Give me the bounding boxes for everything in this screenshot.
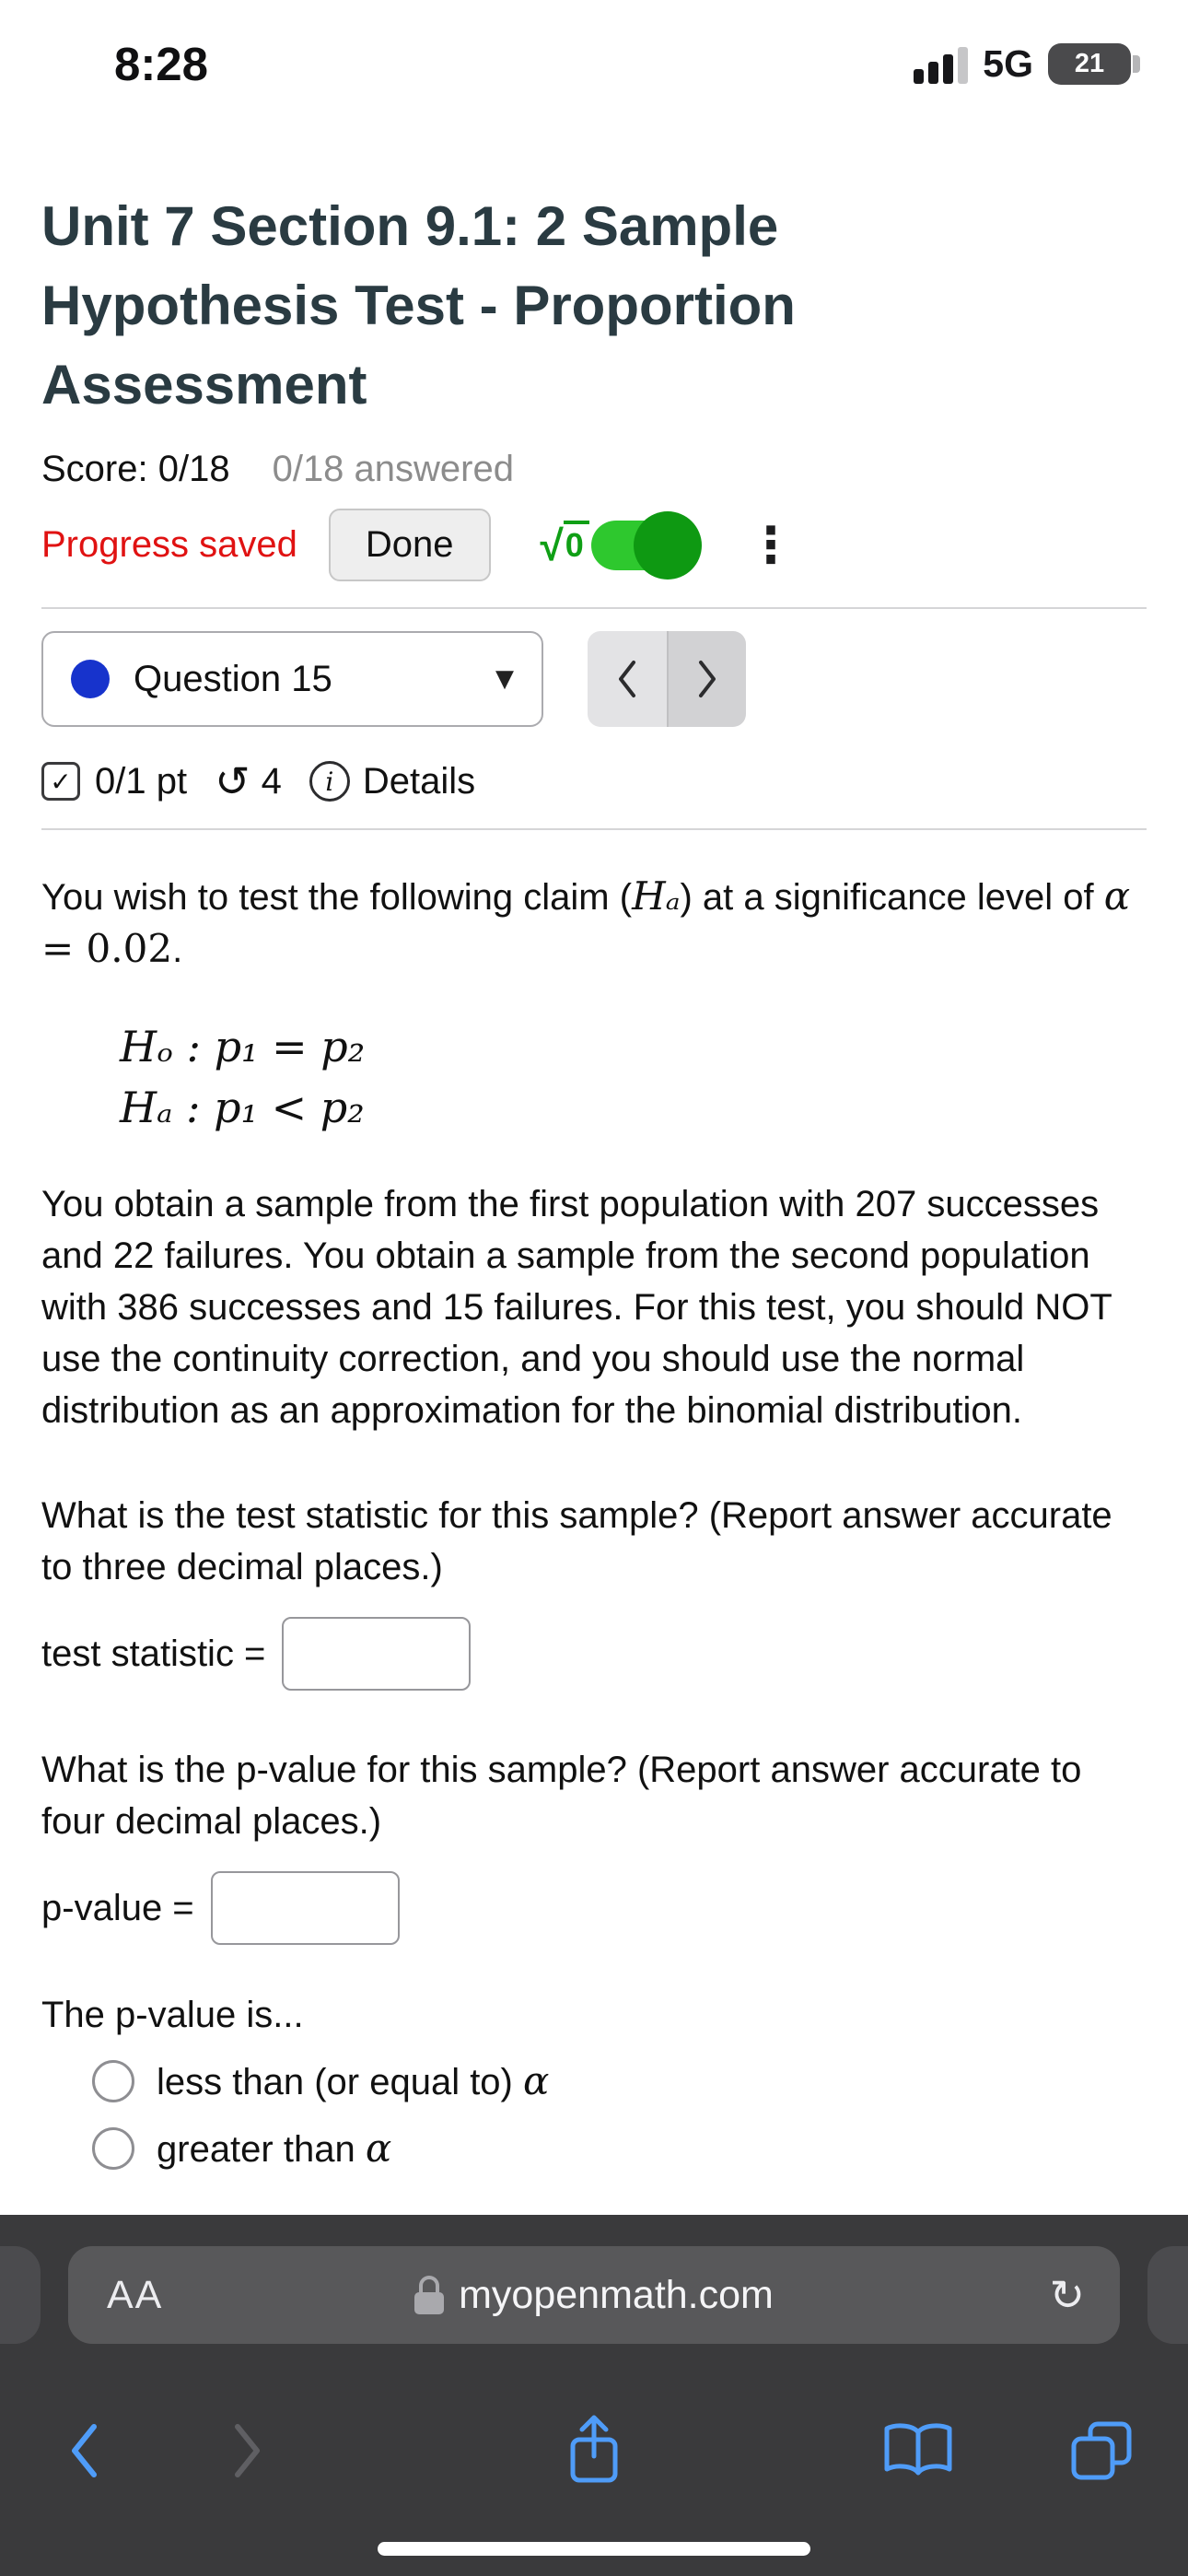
network-type-label: 5G [983, 42, 1033, 85]
problem-intro [41, 871, 1147, 976]
score-label: Score: 0/18 [41, 449, 230, 489]
divider-top [41, 607, 1147, 609]
chevron-left-icon [615, 659, 639, 699]
p-value-answer-row [41, 1871, 1147, 1945]
battery-percent: 21 [1074, 49, 1105, 78]
done-button[interactable]: Done [329, 509, 491, 581]
share-icon [564, 2412, 624, 2489]
url-center [68, 2273, 1120, 2318]
intro-text-mid: ) at a significance level of [680, 877, 1104, 918]
option-less-than-row[interactable] [92, 2058, 1147, 2103]
page-title-line2: Hypothesis Test - Proportion [41, 275, 796, 336]
test-statistic-label: test statistic = [41, 1633, 266, 1674]
forward-button[interactable] [219, 2405, 274, 2497]
book-icon [879, 2420, 957, 2481]
answered-label: 0/18 answered [272, 449, 514, 489]
question-status-dot [71, 660, 110, 698]
math-entry-toggle[interactable] [591, 521, 698, 570]
url-bar[interactable] [68, 2246, 1120, 2344]
chevron-right-icon [695, 659, 719, 699]
chevron-right-icon [228, 2420, 265, 2481]
status-time: 8:28 [113, 38, 209, 90]
battery-icon [1048, 43, 1131, 85]
retry-icon[interactable]: ↺ [215, 756, 250, 806]
question-nav-row [41, 631, 1147, 727]
refresh-button[interactable]: ↻ [1049, 2270, 1085, 2320]
reader-mode-button[interactable]: AA [107, 2272, 164, 2317]
check-glyph: ✓ [50, 767, 72, 796]
score-checkbox-icon [41, 762, 80, 801]
score-row [41, 449, 1147, 490]
p-value-input[interactable] [211, 1871, 400, 1945]
test-statistic-question: What is the test statistic for this sample? (Report answer accurate to three decimal places.) [41, 1495, 1112, 1587]
chevron-down-icon: ▼ [495, 665, 514, 693]
test-statistic-input[interactable] [282, 1617, 471, 1691]
tabs-button[interactable] [1063, 2405, 1140, 2497]
sqrt-sign: √ [540, 521, 564, 569]
intro-text-pre: You wish to test the following claim ( [41, 877, 633, 918]
sqrt-argument: 0 [564, 521, 589, 565]
chevron-left-icon [66, 2420, 103, 2481]
page-content [0, 187, 1188, 2171]
p-value-question: What is the p-value for this sample? (Report answer accurate to four decimal places.) [41, 1750, 1082, 1842]
next-question-button[interactable] [667, 631, 746, 727]
p-value-label: p-value = [41, 1887, 194, 1928]
details-link[interactable]: Details [362, 760, 476, 802]
question-meta-row [41, 756, 1147, 806]
math-alpha: α [1103, 873, 1131, 919]
option-greater-text: greater than [157, 2129, 366, 2170]
question-select-dropdown[interactable] [41, 631, 543, 727]
safari-bottom-chrome [0, 2215, 1188, 2576]
hypotheses-block [120, 1016, 1147, 1138]
lock-icon [414, 2276, 444, 2314]
url-domain: myopenmath.com [459, 2272, 774, 2317]
status-bar [0, 0, 1188, 111]
p-value-prompt: The p-value is... [41, 1995, 304, 2035]
option-greater-than-row[interactable] [92, 2125, 1147, 2171]
problem-body: You obtain a sample from the first population with 207 successes and 22 failures. You obtain a sample from the second population with 386 successes and 15 failures. For this test, you should NOT use the continuity correction, and you should use the normal distribution as an approximation for the binomial distribution. [41, 1184, 1112, 1431]
home-indicator[interactable] [378, 2542, 810, 2556]
option-greater-than-label[interactable] [157, 2125, 391, 2171]
progress-saved-label: Progress saved [41, 524, 297, 565]
bookmarks-button[interactable] [877, 2405, 960, 2497]
sqrt-math-icon[interactable] [541, 521, 589, 570]
adjacent-tab-right[interactable] [1147, 2246, 1188, 2344]
share-button[interactable] [557, 2405, 631, 2497]
adjacent-tab-left[interactable] [0, 2246, 41, 2344]
page-title-line3: Assessment [41, 354, 367, 416]
math-alpha: α [365, 2125, 392, 2171]
test-statistic-answer-row [41, 1617, 1147, 1691]
math-alpha: α [523, 2058, 550, 2103]
info-glyph: i [325, 766, 334, 797]
question-pager [588, 631, 746, 727]
overflow-menu-icon[interactable]: ⋮ [745, 515, 796, 574]
safari-toolbar [0, 2405, 1188, 2497]
prev-question-button[interactable] [588, 631, 667, 727]
question-select-label: Question 15 [134, 658, 332, 699]
tabs-icon [1068, 2418, 1135, 2483]
divider-question [41, 828, 1147, 830]
attempts-count: 4 [261, 760, 282, 802]
option-less-text: less than (or equal to) [157, 2062, 523, 2102]
cellular-signal-icon [914, 45, 968, 84]
toggle-knob[interactable] [634, 511, 702, 580]
intro-text-post: . [172, 930, 183, 970]
radio-less-than[interactable] [92, 2060, 134, 2102]
radio-greater-than[interactable] [92, 2127, 134, 2170]
points-label: 0/1 pt [95, 760, 188, 802]
page-title-line1: Unit 7 Section 9.1: 2 Sample [41, 195, 779, 257]
back-button[interactable] [57, 2405, 112, 2497]
math-alpha-value: = 0.02 [41, 926, 173, 971]
math-h-sub-a: Hₐ [632, 873, 681, 919]
status-indicators [914, 42, 1140, 86]
progress-row [41, 509, 1147, 581]
info-icon[interactable] [309, 761, 350, 802]
option-less-than-label[interactable] [157, 2058, 549, 2103]
page-title [41, 187, 1147, 425]
null-hypothesis: Hₒ : p₁ = p₂ [120, 1022, 366, 1071]
alternative-hypothesis: Hₐ : p₁ < p₂ [120, 1083, 365, 1132]
